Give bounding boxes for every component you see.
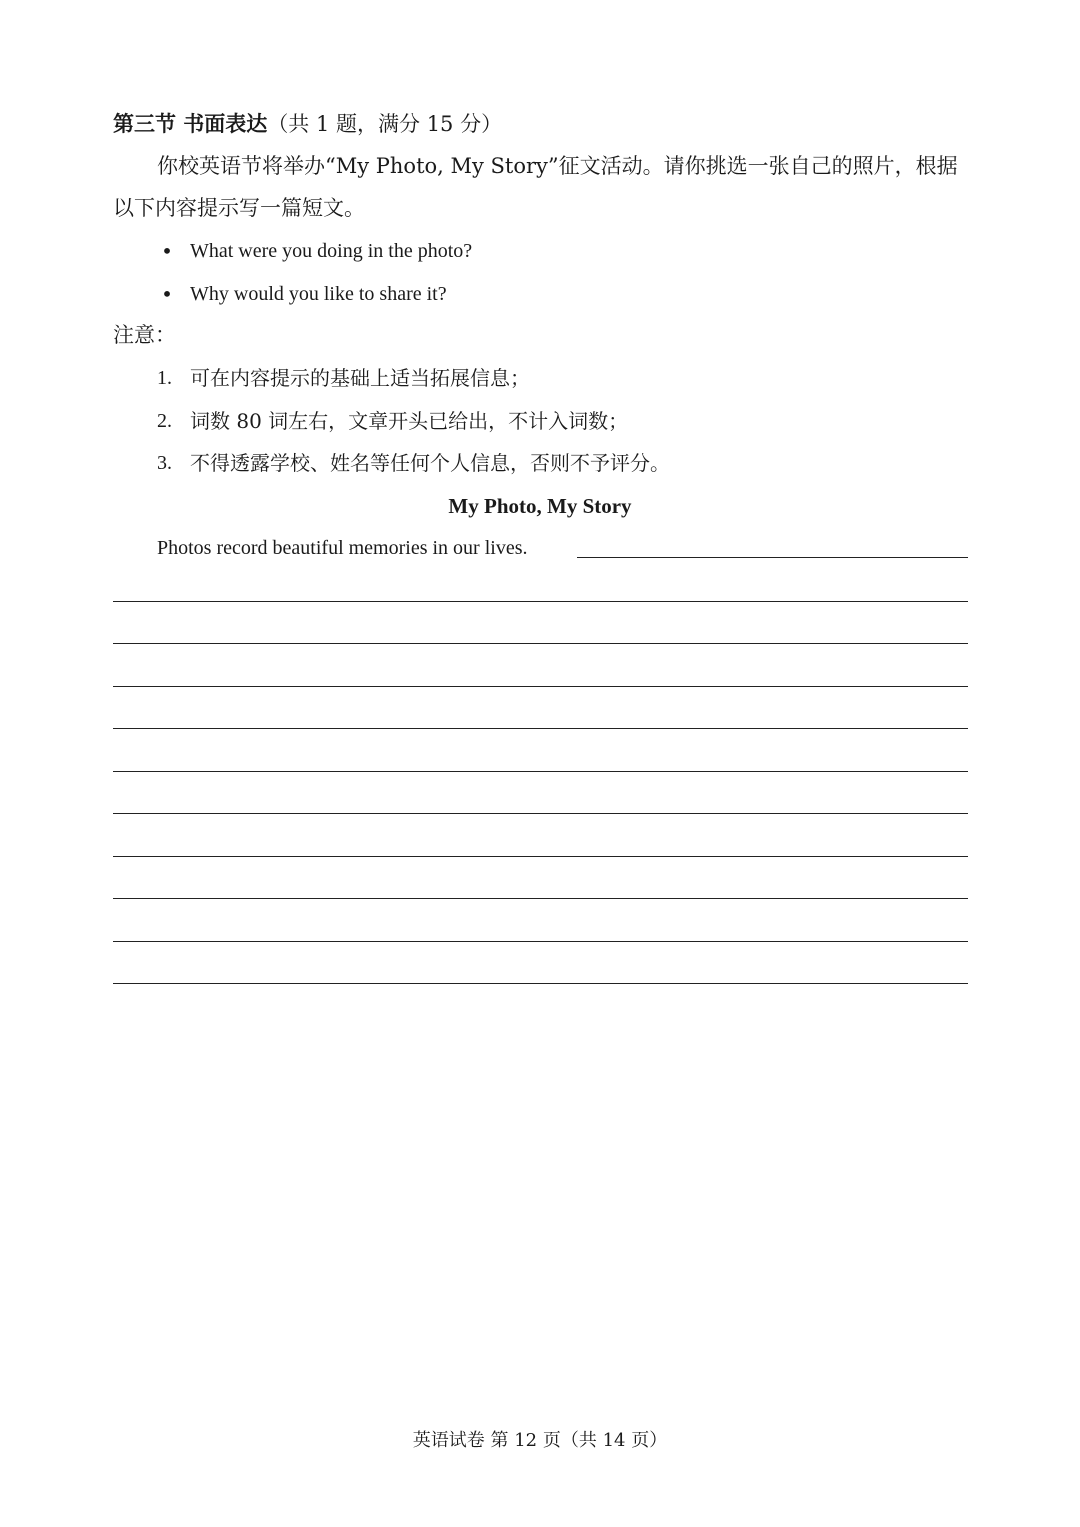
answer-line[interactable]	[113, 813, 968, 814]
prompt-line-2: 以下内容提示写一篇短文。	[113, 196, 365, 220]
note-item	[157, 363, 857, 393]
answer-line[interactable]	[113, 898, 968, 899]
section-score-note: （共 1 题，满分 15 分）	[267, 112, 503, 136]
answer-line[interactable]	[113, 771, 968, 772]
answer-line[interactable]	[113, 728, 968, 729]
note-text: 不得透露学校、姓名等任何个人信息，否则不予评分。	[190, 451, 670, 475]
answer-line[interactable]	[113, 601, 968, 602]
section-title: 第三节 书面表达	[113, 111, 268, 136]
essay-title: My Photo, My Story	[448, 494, 632, 518]
answer-line[interactable]	[113, 983, 968, 984]
essay-opening-sentence: Photos record beautiful memories in our lives.	[157, 537, 528, 559]
note-text: 词数 80 词左右，文章开头已给出，不计入词数；	[190, 409, 629, 433]
note-number: 3.	[157, 452, 172, 474]
question-item	[157, 236, 657, 266]
answer-line[interactable]	[113, 856, 968, 857]
question-text: What were you doing in the photo?	[190, 240, 473, 262]
bullet-icon: •	[161, 282, 173, 306]
page-footer: 英语试卷 第 12 页（共 14 页）	[412, 1430, 668, 1451]
answer-line[interactable]	[113, 643, 968, 644]
note-number: 1.	[157, 367, 172, 389]
question-text: Why would you like to share it?	[190, 283, 447, 305]
note-item	[157, 406, 857, 436]
note-number: 2.	[157, 410, 172, 432]
answer-line[interactable]	[113, 686, 968, 687]
note-item	[157, 448, 857, 478]
answer-line-first[interactable]	[577, 557, 968, 558]
section-heading	[113, 109, 502, 139]
bullet-icon: •	[161, 239, 173, 263]
answer-line[interactable]	[113, 941, 968, 942]
notes-label: 注意：	[113, 323, 176, 347]
prompt-line-1: 你校英语节将举办“My Photo, My Story”征文活动。请你挑选一张自己的照片，根据	[157, 154, 958, 178]
note-text: 可在内容提示的基础上适当拓展信息；	[190, 366, 530, 390]
question-item	[157, 279, 657, 309]
